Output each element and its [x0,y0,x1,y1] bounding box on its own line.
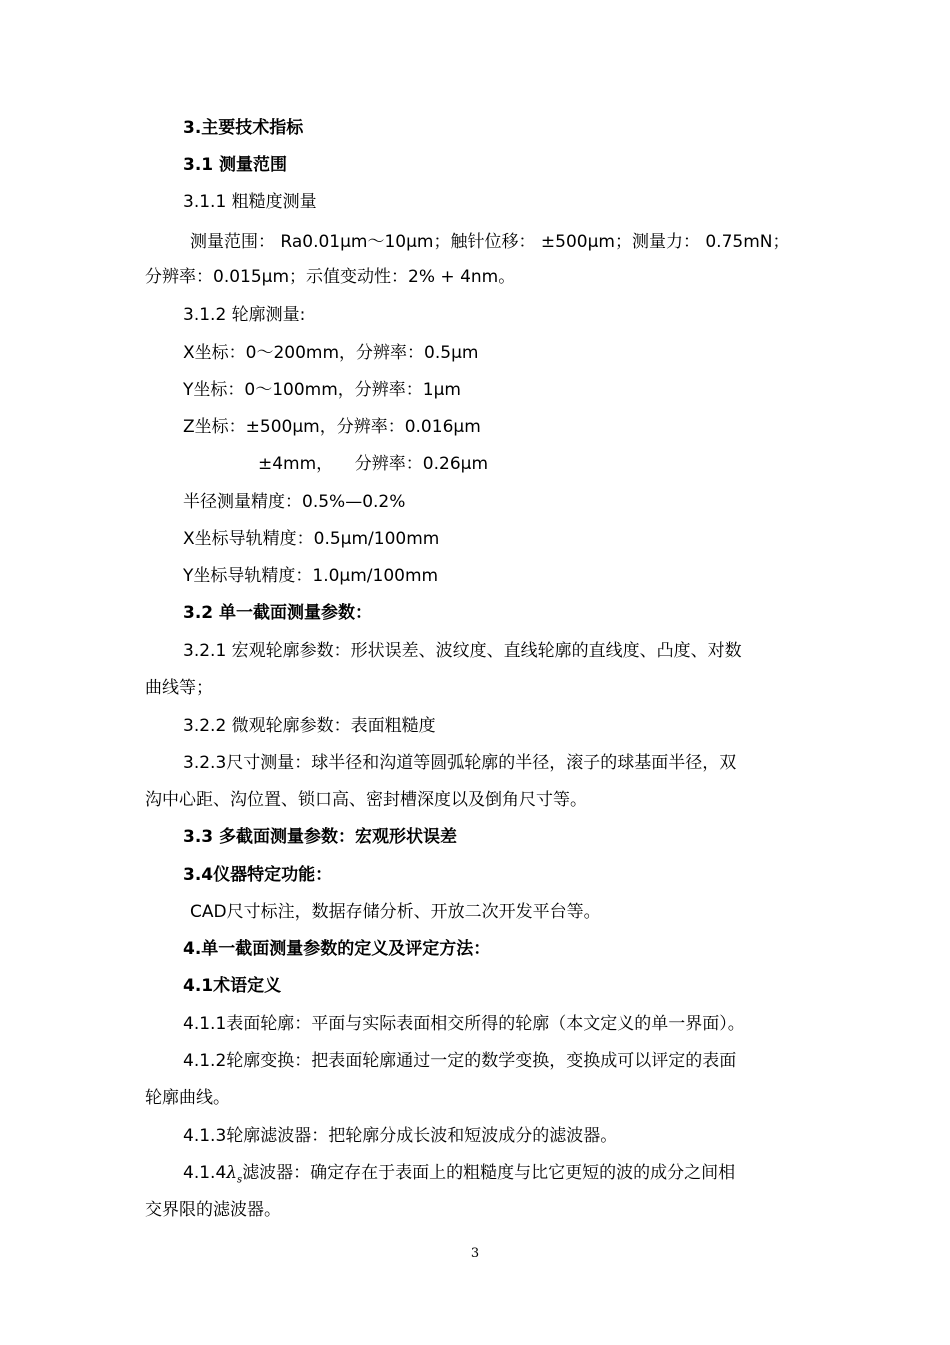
page-number: 3 [470,1246,480,1261]
section-3-2-heading: 3.2 单一截面测量参数： [183,603,373,623]
x-coordinate-spec: X坐标：0～200mm，分辨率：0.5μm [183,343,479,363]
section-4-1-2-line-2: 轮廓曲线。 [145,1088,230,1108]
section-3-2-2: 3.2.2 微观轮廓参数：表面粗糙度 [183,716,436,736]
radius-accuracy: 半径测量精度：0.5%—0.2% [183,492,406,512]
section-3-3-heading: 3.3 多截面测量参数：宏观形状误差 [183,827,458,847]
section-3-1-heading: 3.1 测量范围 [183,155,288,175]
lambda-s-symbol [226,1163,243,1186]
section-3-4-text: CAD尺寸标注，数据存储分析、开放二次开发平台等。 [190,902,601,922]
section-3-4-heading: 3.4仪器特定功能： [183,865,333,885]
section-4-1-2-line-1: 4.1.2轮廓变换：把表面轮廓通过一定的数学变换，变换成可以评定的表面 [183,1051,737,1071]
section-4-heading: 4.单一截面测量参数的定义及评定方法： [183,939,491,959]
roughness-range-line-1: 测量范围： Ra0.01μm～10μm；触针位移： ±500μm；测量力： 0.75mN； [190,232,790,252]
section-3-2-3-line-1: 3.2.3尺寸测量：球半径和沟道等圆弧轮廓的半径，滚子的球基面半径，双 [183,753,737,773]
y-coordinate-spec: Y坐标：0～100mm，分辨率：1μm [183,380,461,400]
z-coordinate-spec: Z坐标：±500μm，分辨率：0.016μm [183,417,481,437]
roughness-range-line-2: 分辨率：0.015μm；示值变动性：2% + 4nm。 [145,267,516,287]
section-4-1-4-line-2: 交界限的滤波器。 [145,1200,281,1220]
lambda-subscript: s [237,1174,243,1186]
section-3-2-1-line-2: 曲线等； [145,678,213,698]
section-4-1-4-number: 4.1.4 [183,1163,227,1183]
section-3-heading: 3.主要技术指标 [183,118,304,138]
section-4-1-3: 4.1.3轮廓滤波器：把轮廓分成长波和短波成分的滤波器。 [183,1126,618,1146]
section-3-2-1-line-1: 3.2.1 宏观轮廓参数：形状误差、波纹度、直线轮廓的直线度、凸度、对数 [183,641,742,661]
section-3-1-2-heading: 3.1.2 轮廓测量: [183,305,306,325]
section-4-1-heading: 4.1术语定义 [183,976,282,996]
x-guide-accuracy: X坐标导轨精度：0.5μm/100mm [183,529,440,549]
y-guide-accuracy: Y坐标导轨精度：1.0μm/100mm [183,566,439,586]
section-4-1-4-line-1 [183,1162,735,1191]
section-3-2-3-line-2: 沟中心距、沟位置、锁口高、密封槽深度以及倒角尺寸等。 [145,790,587,810]
z-coordinate-spec-2: ±4mm， 分辨率：0.26μm [258,454,489,474]
section-4-1-4-text: 滤波器：确定存在于表面上的粗糙度与比它更短的波的成分之间相 [242,1163,736,1183]
lambda-glyph: λ [226,1163,238,1183]
section-4-1-1: 4.1.1表面轮廓：平面与实际表面相交所得的轮廓（本文定义的单一界面）。 [183,1014,745,1034]
section-3-1-1-heading: 3.1.1 粗糙度测量 [183,192,317,212]
